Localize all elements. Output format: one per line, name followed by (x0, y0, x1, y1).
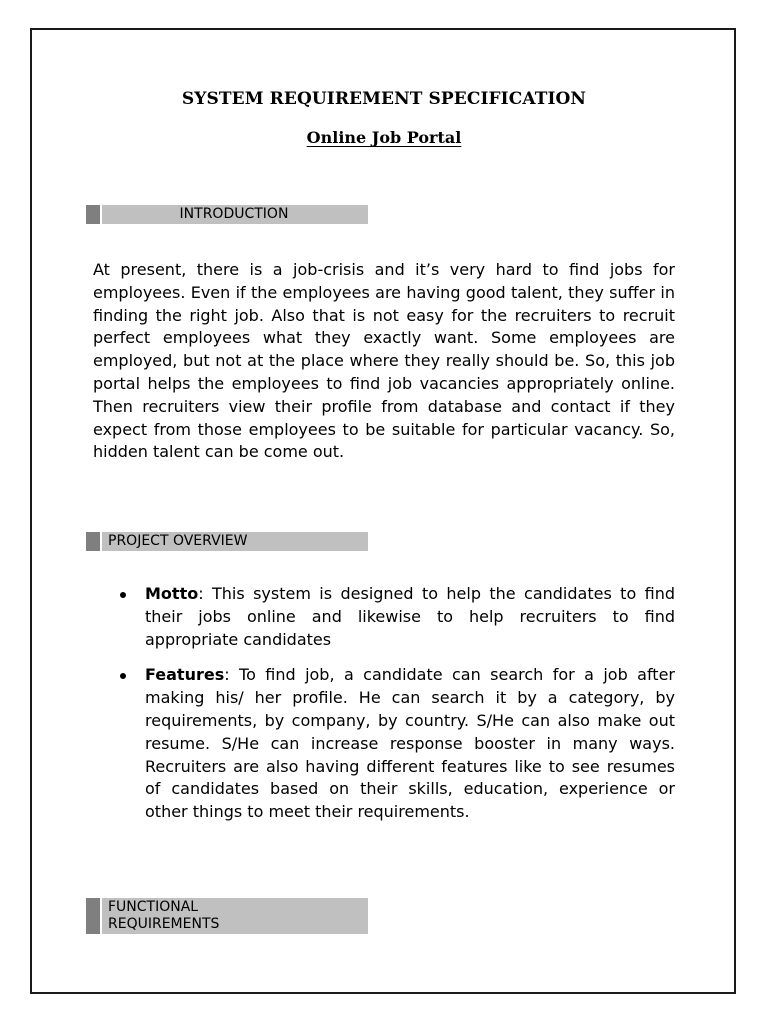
heading-divider (100, 898, 102, 934)
bullet-icon (120, 673, 126, 679)
section-heading-introduction (86, 205, 368, 224)
heading-divider (100, 532, 102, 551)
document-subtitle (0, 128, 768, 147)
section-heading-label-line2: REQUIREMENTS (108, 916, 220, 932)
section-heading-label-line1: FUNCTIONAL (108, 899, 199, 915)
project-overview-list (93, 583, 675, 837)
section-heading-label: INTRODUCTION (179, 206, 289, 222)
section-heading-functional-requirements (86, 898, 368, 934)
bullet-text: : This system is designed to help the candidates to find their jobs online and likewise to help recruiters to find appropriate candidates (145, 584, 675, 649)
bullet-label: Motto (145, 584, 199, 603)
list-item-motto (93, 583, 675, 651)
list-item-features (93, 664, 675, 824)
introduction-paragraph: At present, there is a job-crisis and it’s very hard to find jobs for employees. Even if the employees are having good talent, they suffer in finding the right job. Also that is not easy for the recruiters to recruit perfect employees what they exactly want. Some employees are employed, but not at the place where they really should be. So, this job portal helps the employees to find job vacancies appropriately online. Then recruiters view their profile from database and contact if they expect from those employees to be suitable for particular vacancy. So, hidden talent can be come out. (93, 260, 675, 462)
document-title: SYSTEM REQUIREMENT SPECIFICATION (181, 89, 587, 109)
document-subtitle-text: Online Job Portal (306, 128, 462, 147)
bullet-text: : To find job, a candidate can search for a job after making his/ her profile. He can search it by a category, by requirements, by company, by country. S/He can also make out resume. S/He can increase response booster in many ways. Recruiters are also having different features like to see resumes of candidates based on their skills, education, experience or other things to meet their requirements. (145, 665, 675, 822)
section-heading-project-overview (86, 532, 368, 551)
bullet-icon (120, 592, 126, 598)
section-heading-label: PROJECT OVERVIEW (108, 533, 248, 549)
heading-divider (100, 205, 102, 224)
page-border (30, 28, 736, 994)
bullet-label: Features (145, 665, 225, 685)
